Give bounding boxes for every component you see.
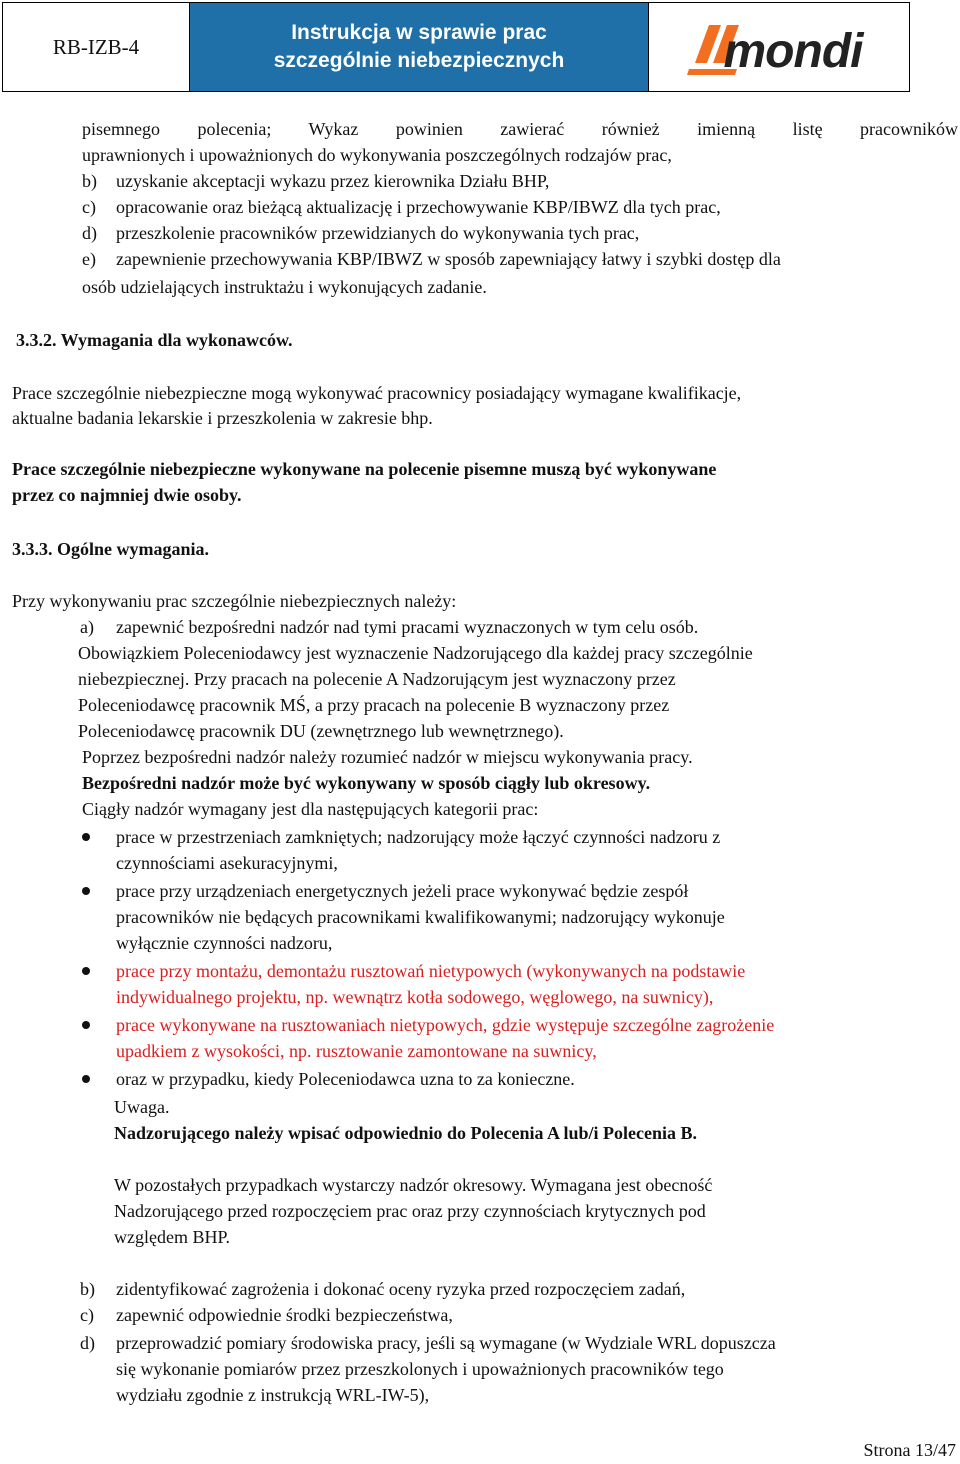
bullet-4-line-2: upadkiem z wysokości, np. rusztowanie zamontowane na suwnicy, (116, 1041, 597, 1061)
bullet-2-line-2: pracowników nie będących pracownikami kwalifikowanymi; nadzorujący wykonuje (116, 907, 725, 927)
req-d-label: d) (80, 1333, 95, 1353)
item-e-text-2: osób udzielających instruktażu i wykonujących zadanie. (82, 277, 487, 297)
req-b-text: zidentyfikować zagrożenia i dokonać oceny ryzyka przed rozpoczęciem zadań, (116, 1279, 686, 1299)
req-c-label: c) (80, 1305, 94, 1325)
bullet-dot (82, 887, 90, 895)
req-a-text: zapewnić bezpośredni nadzór nad tymi pracami wyznaczonych w tym celu osób. (116, 617, 699, 637)
section-332-p1-line-2: aktualne badania lekarskie i przeszkolenia w zakresie bhp. (12, 408, 433, 428)
item-c-label: c) (82, 197, 96, 217)
bullet-dot (82, 833, 90, 841)
req-c-text: zapewnić odpowiednie środki bezpieczeństwa, (116, 1305, 453, 1325)
req-a-line-2: Obowiązkiem Poleceniodawcy jest wyznaczenie Nadzorującego dla każdej pracy szczególnie (78, 643, 753, 663)
intro-line-1: pisemnego polecenia; Wykaz powinien zawierać również imienną listę pracowników (82, 119, 958, 139)
section-332-heading: 3.3.2. Wymagania dla wykonawców. (16, 330, 293, 350)
title-line-1: Instrukcja w sprawie prac (291, 21, 547, 44)
section-333-heading: 3.3.3. Ogólne wymagania. (12, 539, 210, 559)
req-a-line-6: Poprzez bezpośredni nadzór należy rozumieć nadzór w miejscu wykonywania pracy. (82, 747, 693, 767)
bullet-1-line-2: czynnościami asekuracyjnymi, (116, 853, 338, 873)
req-a-line-8: Ciągły nadzór wymagany jest dla następujących kategorii prac: (82, 799, 539, 819)
req-d-text-3: wydziału zgodnie z instrukcją WRL-IW-5), (116, 1385, 430, 1405)
note-label: Uwaga. (114, 1097, 170, 1117)
mondi-logo-text: mondi (723, 24, 863, 78)
req-a-line-7: Bezpośredni nadzór może być wykonywany w sposób ciągły lub okresowy. (82, 773, 651, 793)
item-e-label: e) (82, 249, 96, 269)
other-line-3: względem BHP. (114, 1227, 230, 1247)
intro-line-2: uprawnionych i upoważnionych do wykonywania poszczególnych rodzajów prac, (82, 145, 672, 165)
other-line-1: W pozostałych przypadkach wystarczy nadzór okresowy. Wymagana jest obecność (114, 1175, 713, 1195)
section-332-p1-line-1: Prace szczególnie niebezpieczne mogą wykonywać pracownicy posiadający wymagane kwalifikacje, (12, 383, 742, 403)
item-e-text-1: zapewnienie przechowywania KBP/IBWZ w sposób zapewniający łatwy i szybki dostęp dla (116, 249, 781, 269)
req-a-line-3: niebezpiecznej. Przy pracach na polecenie A Nadzorującym jest wyznaczony przez (78, 669, 676, 689)
section-332-p2-line-1: Prace szczególnie niebezpieczne wykonywane na polecenie pisemne muszą być wykonywane (12, 459, 717, 479)
section-332-p2-line-2: przez co najmniej dwie osoby. (12, 485, 242, 505)
item-d-label: d) (82, 223, 97, 243)
bullet-3-line-1: prace przy montażu, demontażu rusztowań nietypowych (wykonywanych na podstawie (116, 961, 746, 981)
document-code: RB-IZB-4 (3, 3, 190, 91)
item-d-text: przeszkolenie pracowników przewidzianych do wykonywania tych prac, (116, 223, 640, 243)
title-line-2: szczególnie niebezpiecznych (273, 49, 565, 72)
document-title (190, 3, 649, 91)
mondi-logo (649, 3, 909, 91)
bullet-2-line-1: prace przy urządzeniach energetycznych jeżeli prace wykonywać będzie zespół (116, 881, 689, 901)
section-333-intro: Przy wykonywaniu prac szczególnie niebezpiecznych należy: (12, 591, 457, 611)
req-d-text-1: przeprowadzić pomiary środowiska pracy, jeśli są wymagane (w Wydziale WRL dopuszcza (116, 1333, 776, 1353)
req-a-line-5: Poleceniodawcę pracownik DU (zewnętrznego lub wewnętrznego). (78, 721, 564, 741)
item-c-text: opracowanie oraz bieżącą aktualizację i przechowywanie KBP/IBWZ dla tych prac, (116, 197, 721, 217)
bullet-dot (82, 1021, 90, 1029)
item-b-text: uzyskanie akceptacji wykazu przez kierownika Działu BHP, (116, 171, 550, 191)
req-b-label: b) (80, 1279, 95, 1299)
item-b-label: b) (82, 171, 97, 191)
bullet-dot (82, 967, 90, 975)
other-line-2: Nadzorującego przed rozpoczęciem prac oraz przy czynnościach krytycznych pod (114, 1201, 706, 1221)
req-a-line-4: Poleceniodawcę pracownik MŚ, a przy pracach na polecenie B wyznaczony przez (78, 695, 670, 715)
bullet-dot (82, 1075, 90, 1083)
page-number: Strona 13/47 (863, 1440, 956, 1460)
note-text: Nadzorującego należy wpisać odpowiednio do Polecenia A lub/i Polecenia B. (114, 1123, 698, 1143)
bullet-1-line-1: prace w przestrzeniach zamkniętych; nadzorujący może łączyć czynności nadzoru z (116, 827, 721, 847)
bullet-2-line-3: wyłącznie czynności nadzoru, (116, 933, 333, 953)
req-d-text-2: się wykonanie pomiarów przez przeszkolonych i upoważnionych pracowników tego (116, 1359, 724, 1379)
bullet-5-line-1: oraz w przypadku, kiedy Poleceniodawca uzna to za konieczne. (116, 1069, 575, 1089)
bullet-3-line-2: indywidualnego projektu, np. wewnątrz kotła sodowego, węglowego, na suwnicy), (116, 987, 714, 1007)
req-a-label: a) (80, 617, 94, 637)
document-header (2, 2, 910, 92)
bullet-4-line-1: prace wykonywane na rusztowaniach nietypowych, gdzie występuje szczególne zagrożenie (116, 1015, 775, 1035)
